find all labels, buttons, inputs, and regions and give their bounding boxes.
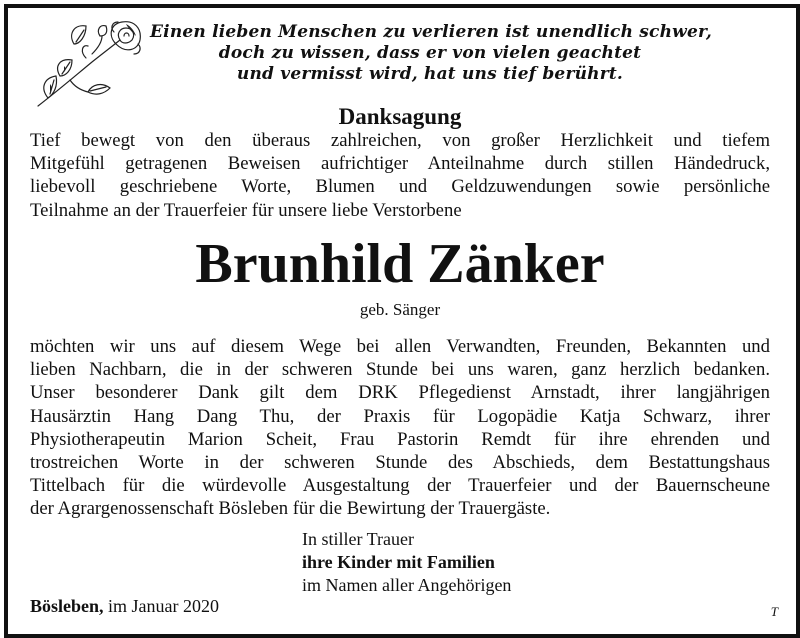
paragraph-line: liebevoll geschriebene Worte, Blumen und Geldzuwendungen sowie persönliche	[30, 176, 770, 198]
heading: Danksagung	[338, 104, 462, 129]
paragraph-line: möchten wir uns auf diesem Wege bei allen Verwandten, Freunden, Bekannten und	[30, 336, 770, 357]
maiden-name: geb. Sänger	[359, 300, 441, 319]
paragraph-line: lieben Nachbarn, die in der schweren Stunde bei uns waren, ganz herzlich bedanken.	[30, 359, 770, 381]
paragraph-line: Unser besonderer Dank gilt dem DRK Pflegedienst Arnstadt, ihrer langjährigen	[30, 382, 770, 404]
paragraph-line: der Agrargenossenschaft Bösleben für die Bewirtung der Trauergäste.	[30, 498, 551, 520]
paragraph-line: Tittelbach für die würdevolle Ausgestaltung der Trauerfeier und der Bauernscheune	[30, 475, 770, 497]
paragraph-line: Teilnahme an der Trauerfeier für unsere liebe Verstorbene	[30, 199, 462, 221]
paragraph-line: Mitgefühl getragenen Beweisen aufrichtiger Anteilnahme durch stillen Händedruck,	[30, 153, 770, 175]
motto-line: Einen lieben Menschen zu verlieren ist unendlich schwer,	[150, 22, 713, 42]
paragraph-line: Physiotherapeutin Marion Scheit, Frau Pastorin Remdt für ihre ehrenden und	[30, 428, 770, 450]
signature-block	[302, 528, 511, 597]
deceased-name: Brunhild Zänker	[195, 233, 605, 295]
place-date	[30, 596, 219, 617]
place-date-text: im Januar 2020	[108, 596, 219, 616]
signature-line-1: In stiller Trauer	[302, 529, 414, 549]
thanks-paragraph-1	[30, 129, 770, 222]
paragraph-line: trostreichen Worte in der schweren Stunde des Abschieds, dem Bestattungshaus	[30, 452, 770, 474]
rose-flower-icon	[30, 14, 148, 110]
paragraph-line: Hausärztin Hang Dang Thu, der Praxis für Logopädie Katja Schwarz, ihrer	[30, 405, 770, 427]
signature-line-2: ihre Kinder mit Familien	[302, 552, 495, 572]
signature-line-3: im Namen aller Angehörigen	[302, 575, 512, 595]
motto-line: doch zu wissen, dass er von vielen geachtet	[218, 43, 642, 63]
motto	[150, 22, 713, 85]
corner-mark: T	[770, 604, 778, 619]
motto-line: und vermisst wird, hat uns tief berührt.	[236, 64, 624, 84]
paragraph-line: Tief bewegt von den überaus zahlreichen, von großer Herzlichkeit und tiefem	[30, 130, 770, 151]
thanks-paragraph-2	[30, 335, 770, 521]
place-town: Bösleben,	[30, 596, 104, 616]
